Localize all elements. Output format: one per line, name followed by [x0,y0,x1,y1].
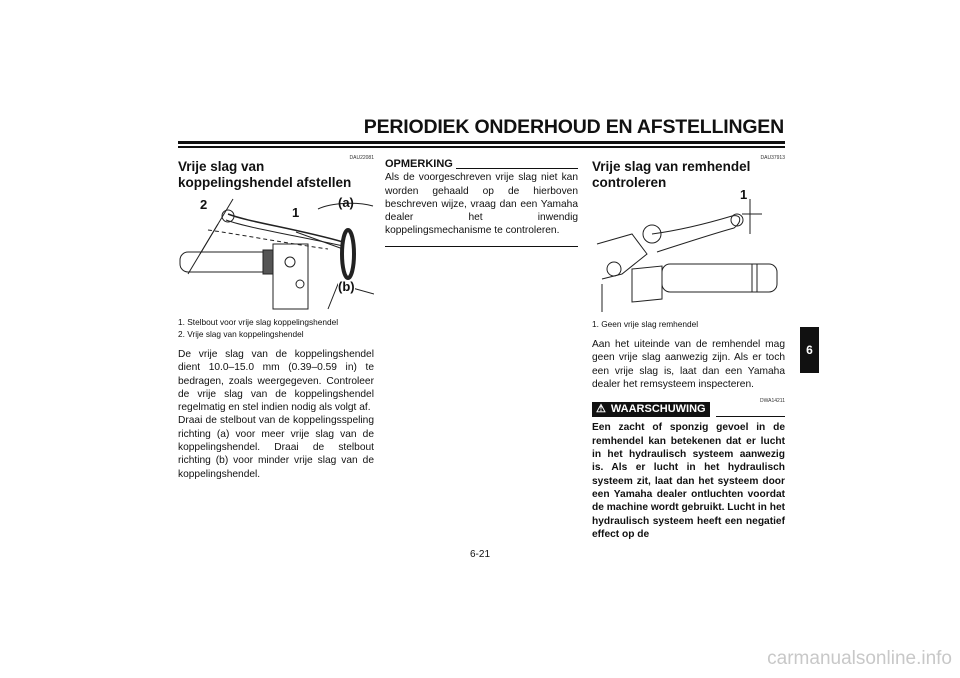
section-code: DAU37913 [760,155,785,161]
note-end-rule [385,246,578,247]
figure-label-1: 1 [292,205,300,220]
clutch-lever-illustration [178,194,374,314]
figure-captions [592,318,785,330]
warning-title: WAARSCHUWING [610,403,706,416]
warning-heading [592,402,785,417]
figure-label-b: (b) [338,279,355,294]
caption-item: 2. Vrije slag van koppelingshendel [178,329,304,339]
caption-item: 1. Geen vrije slag remhendel [592,319,699,329]
figure-label-a: (a) [338,195,354,210]
column-brake [592,152,785,541]
note-text: Als de voorgeschreven vrije slag niet kan worden gehaald op de hierboven beschreven wijze, vraag dan een Yamaha dealer het inwendig koppelingsmechanisme te controleren. [385,172,578,237]
watermark: carmanualsonline.info [767,648,952,669]
warning-triangle-icon: ⚠ [596,403,606,416]
column-note [385,152,578,247]
caption-item: 1. Stelbout voor vrije slag koppelingshendel [178,317,339,327]
body-paragraph: Aan het uiteinde van de remhendel mag geen vrije slag aanwezig zijn. Als er toch een vrije slag is, laat dan een Yamaha dealer het remsysteem inspecteren. [592,339,785,390]
column-clutch [178,152,374,481]
section-code: DAU22081 [349,155,374,161]
warning-code: DWA14211 [759,398,785,405]
figure-label-1: 1 [740,187,748,202]
note-title: OPMERKING [385,158,453,170]
section-title: Vrije slag van koppelingshendel afstellen [178,159,352,190]
warning-text: Een zacht of sponzig gevoel in de remhendel kan betekenen dat er lucht in het hydraulisch systeem aanwezig is. Als er lucht in het hydraulisch systeem zit, laat dan het systeem door een Yamaha dealer ontluchten voordat de machine wordt gebruikt. Lucht in het hydraulisch systeem heeft een negatief effect op de [592,422,786,540]
note-heading [385,158,578,171]
page-header-title: PERIODIEK ONDERHOUD EN AFSTELLINGEN [363,116,784,138]
header-rule [178,141,785,144]
section-title: Vrije slag van remhendel controleren [592,159,751,190]
header-rule-thin [178,146,785,148]
figure-captions [178,316,374,340]
brake-lever-illustration [592,187,785,316]
figure-label-2: 2 [200,197,208,212]
chapter-tab: 6 [800,327,819,373]
body-paragraph: De vrije slag van de koppelingshendel dient 10.0–15.0 mm (0.39–0.59 in) te bedragen, zoals weergegeven. Controleer de vrije slag van de koppelingshendel regelmatig en stel indien nodig als volgt af. [178,349,374,414]
body-paragraph: Draai de stelbout van de koppelingsspeling richting (a) voor meer vrije slag van de koppelingshendel. Draai de stelbout richting (b) voor minder vrije slag van de koppelingshendel. [178,415,374,480]
page-number: 6-21 [469,549,490,560]
